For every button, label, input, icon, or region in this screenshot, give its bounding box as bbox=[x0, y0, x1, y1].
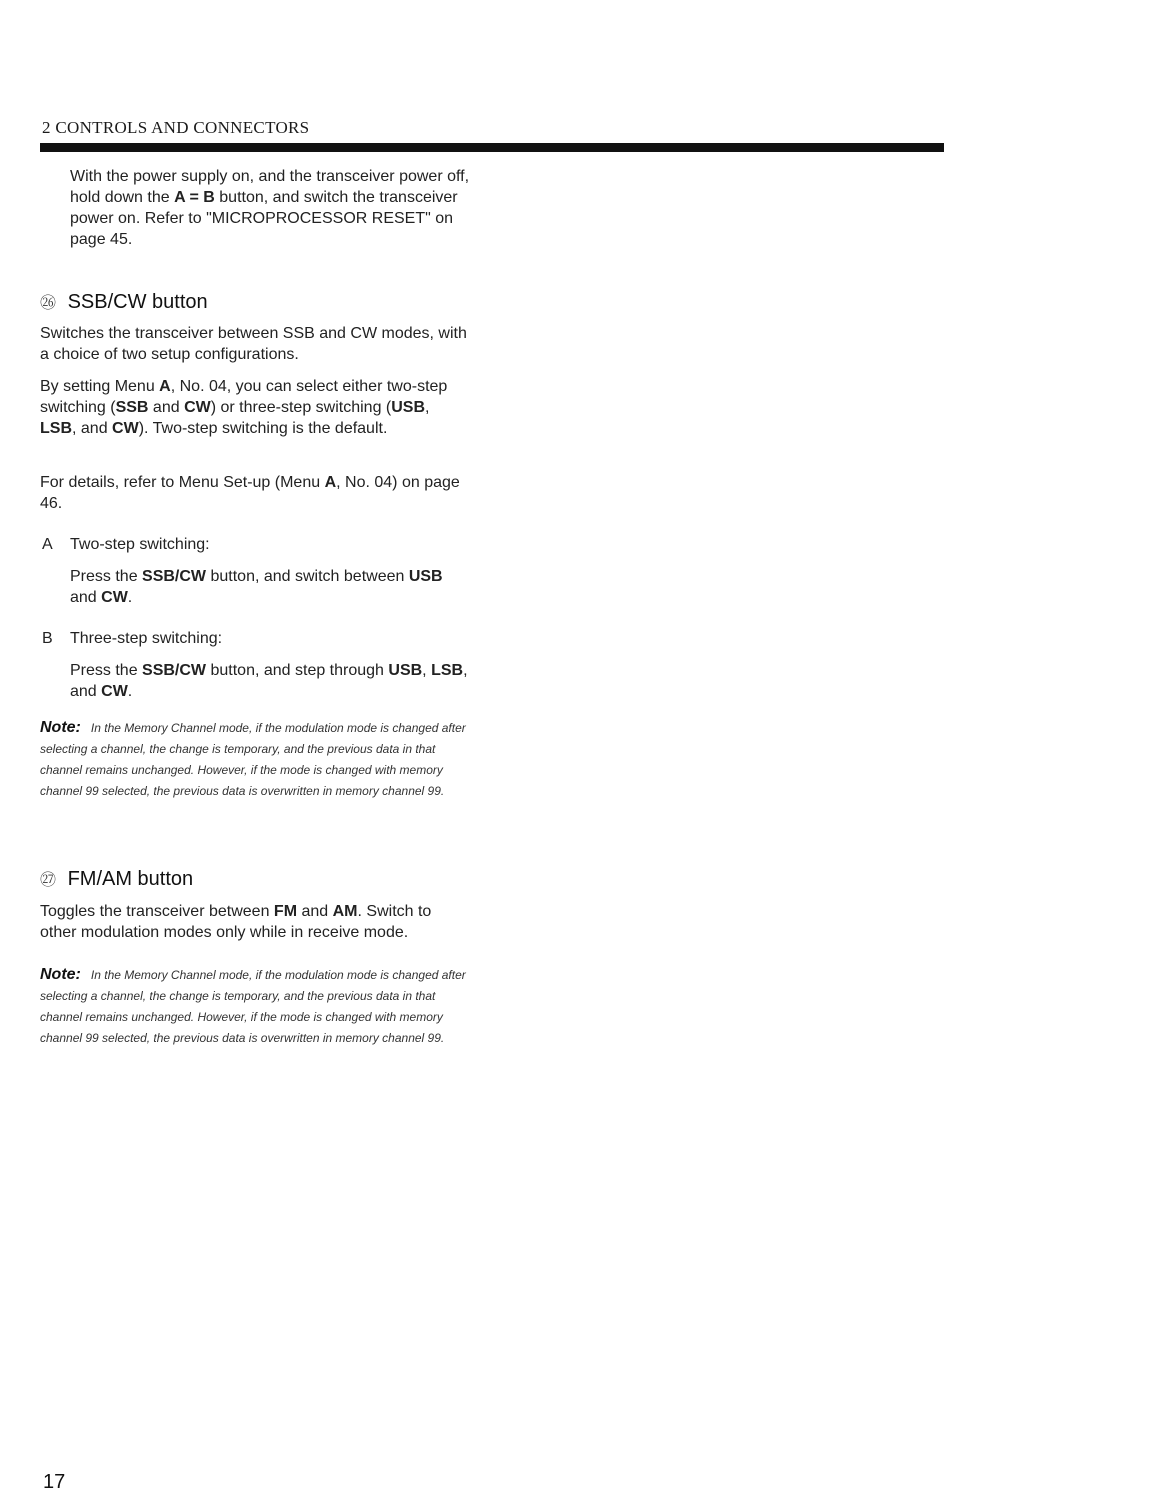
text-run: For details, refer to Menu Set-up (Menu bbox=[40, 474, 325, 491]
bold-run: FM bbox=[273, 903, 298, 920]
text-run: , and bbox=[72, 420, 113, 437]
ssb-note bbox=[40, 717, 470, 802]
item-a-description bbox=[70, 566, 470, 608]
text-run: and bbox=[297, 903, 333, 920]
bold-run: CW bbox=[112, 420, 139, 437]
text-run: and bbox=[70, 589, 102, 606]
bold-run: SSB/CW bbox=[142, 662, 207, 679]
header-rule bbox=[40, 143, 944, 152]
ssb-cw-title: SSB/CW button bbox=[67, 291, 208, 313]
text-run: ). Two-step switching is the default. bbox=[138, 420, 388, 437]
bold-run: LSB bbox=[431, 662, 464, 679]
bold-run: USB bbox=[388, 662, 423, 679]
bold-run: SSB bbox=[115, 399, 149, 416]
bold-run: CW bbox=[184, 399, 211, 416]
item-b-label: B bbox=[42, 630, 53, 647]
note-label: Note: bbox=[40, 719, 81, 736]
text-run: Toggles the transceiver between bbox=[40, 903, 274, 920]
bold-run: LSB bbox=[40, 420, 72, 437]
fm-note bbox=[40, 964, 470, 1049]
text-run: , and bbox=[70, 662, 468, 700]
text-run: , No. 04, you can select either two-step switching ( bbox=[40, 378, 448, 416]
text-run: . bbox=[127, 683, 133, 700]
item-a-title: Two-step switching: bbox=[70, 536, 210, 553]
bold-run: A bbox=[324, 474, 337, 491]
intro-text-2: button, and switch the transceiver power on. Refer to "MICROPROCESSOR RESET" on page 45. bbox=[70, 189, 458, 248]
note-text: In the Memory Channel mode, if the modulation mode is changed after selecting a channel, the change is temporary, and the previous data in that channel remains unchanged. However, if the mode is changed with memory channel 99 selected, the previous data is overwritten in memory channel 99. bbox=[40, 721, 466, 798]
number-26-icon: ㉖ bbox=[40, 295, 57, 312]
text-run: , bbox=[422, 662, 432, 679]
text-run: . Switch to other modulation modes only while in receive mode. bbox=[40, 903, 432, 941]
intro-text-1: With the power supply on, and the transceiver power off, hold down the bbox=[70, 168, 470, 206]
fm-am-title: FM/AM button bbox=[67, 868, 194, 890]
text-run: button, and step through bbox=[206, 662, 389, 679]
intro-bold-1: A = B bbox=[174, 189, 215, 206]
bold-run: AM bbox=[332, 903, 358, 920]
note-label: Note: bbox=[40, 966, 81, 983]
text-run: and bbox=[148, 399, 185, 416]
text-run: button, and switch between bbox=[206, 568, 409, 585]
text-run: ) or three-step switching ( bbox=[210, 399, 392, 416]
ssb-paragraph-2 bbox=[40, 376, 470, 439]
text-run: , bbox=[425, 399, 430, 416]
fm-paragraph-1 bbox=[40, 901, 470, 943]
text-run: By setting Menu bbox=[40, 378, 160, 395]
item-b-title: Three-step switching: bbox=[70, 630, 223, 647]
note-text: In the Memory Channel mode, if the modulation mode is changed after selecting a channel, the change is temporary, and the previous data in that channel remains unchanged. However, if the mode is changed with memory channel 99 selected, the previous data is overwritten in memory channel 99. bbox=[40, 968, 466, 1045]
text-run: . bbox=[127, 589, 133, 606]
bold-run: CW bbox=[101, 589, 128, 606]
number-27-icon: ㉗ bbox=[40, 872, 57, 889]
intro-paragraph bbox=[70, 166, 470, 250]
text-run: Press the bbox=[70, 662, 143, 679]
ssb-paragraph-1: Switches the transceiver between SSB and CW modes, with a choice of two setup configurations. bbox=[40, 325, 467, 363]
fm-am-heading bbox=[40, 867, 193, 891]
bold-run: SSB/CW bbox=[142, 568, 207, 585]
bold-run: USB bbox=[408, 568, 443, 585]
item-b-description bbox=[70, 660, 470, 702]
ssb-cw-heading bbox=[40, 290, 208, 314]
text-run: Press the bbox=[70, 568, 143, 585]
section-header: 2 CONTROLS AND CONNECTORS bbox=[42, 118, 310, 137]
bold-run: CW bbox=[101, 683, 128, 700]
item-a-label: A bbox=[42, 536, 53, 553]
page-number: 17 bbox=[43, 1471, 66, 1493]
ssb-paragraph-3 bbox=[40, 472, 470, 514]
bold-run: USB bbox=[391, 399, 426, 416]
text-run: , No. 04) on page 46. bbox=[40, 474, 460, 512]
bold-run: A bbox=[159, 378, 171, 395]
